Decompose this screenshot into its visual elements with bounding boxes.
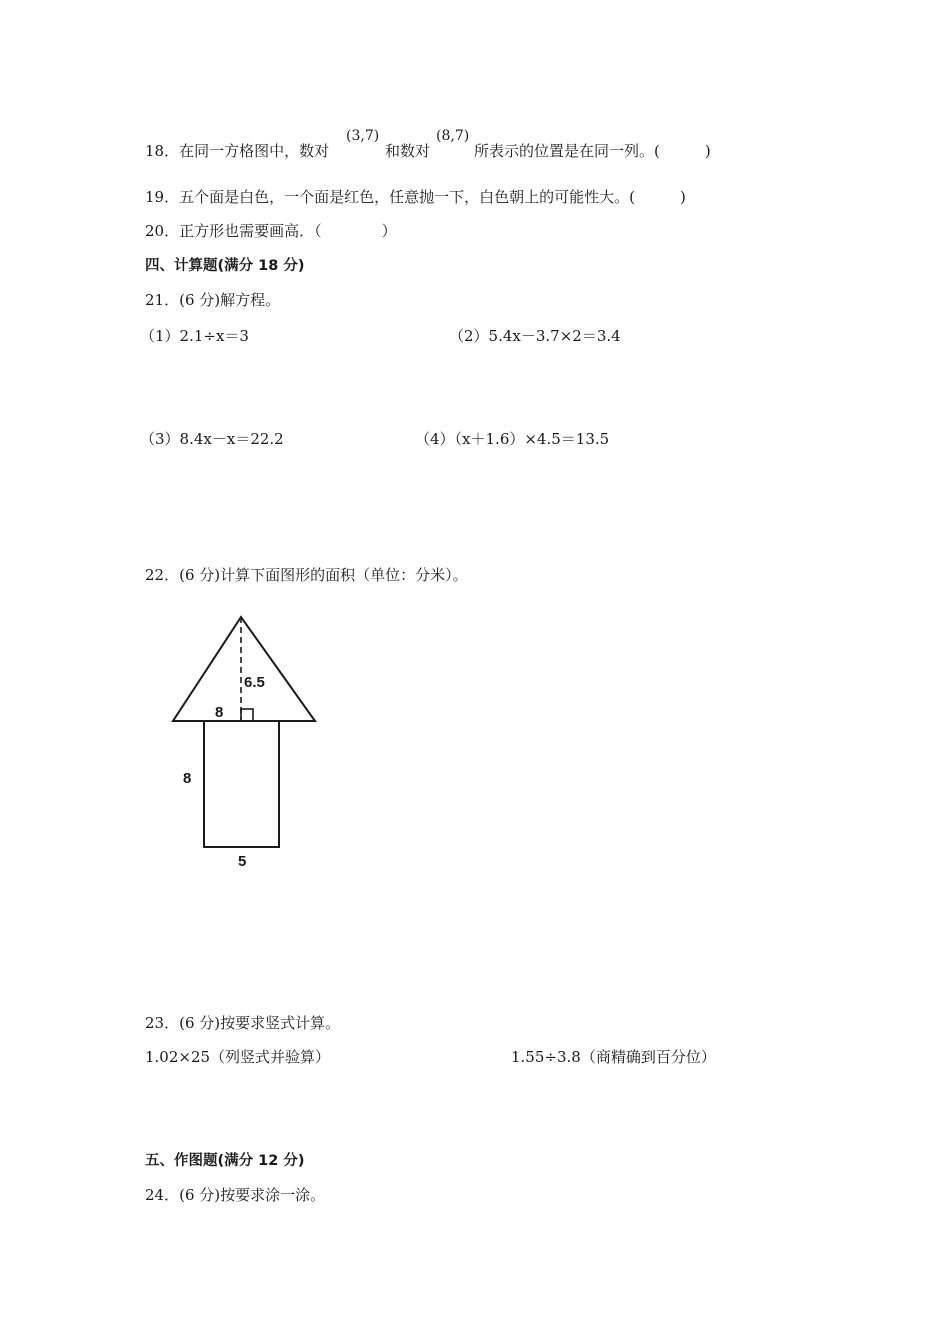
house-shape-figure (165, 605, 335, 875)
calculation-2: 1.55÷3.8（商精确到百分位） (511, 1048, 716, 1066)
q18-text-part1: 18．在同一方格图中，数对 (145, 142, 330, 160)
rect-height-label: 8 (183, 770, 192, 787)
question-21-title: 21．(6 分)解方程。 (145, 291, 281, 309)
rectangle (204, 721, 279, 847)
section-5-heading: 五、作图题(满分 12 分) (145, 1153, 305, 1169)
triangle-base-label: 8 (215, 704, 224, 721)
question-22-title: 22．(6 分)计算下面图形的面积（单位：分米）。 (145, 566, 468, 584)
calculation-1: 1.02×25（列竖式并验算） (145, 1048, 331, 1066)
q18-text-part3: 所表示的位置是在同一列。( ) (474, 142, 711, 160)
right-angle-marker (241, 709, 253, 721)
q18-coordinate-1: (3,7) (346, 128, 380, 144)
question-20: 20．正方形也需要画高．（ ） (145, 222, 397, 240)
question-19: 19．五个面是白色，一个面是红色，任意抛一下，白色朝上的可能性大。( ) (145, 188, 686, 206)
equation-2: （2）5.4x－3.7×2＝3.4 (449, 327, 621, 345)
equation-1: （1）2.1÷x＝3 (140, 327, 249, 345)
q18-text-part2: 和数对 (385, 142, 431, 160)
triangle (173, 617, 315, 721)
question-24-title: 24．(6 分)按要求涂一涂。 (145, 1186, 326, 1204)
section-4-heading: 四、计算题(满分 18 分) (145, 258, 305, 274)
question-23-title: 23．(6 分)按要求竖式计算。 (145, 1014, 341, 1032)
triangle-height-label: 6.5 (244, 674, 265, 691)
equation-4: （4）（x＋1.6）×4.5＝13.5 (415, 430, 610, 448)
equation-3: （3）8.4x－x＝22.2 (140, 430, 284, 448)
q18-coordinate-2: (8,7) (436, 128, 470, 144)
rect-width-label: 5 (238, 853, 247, 870)
